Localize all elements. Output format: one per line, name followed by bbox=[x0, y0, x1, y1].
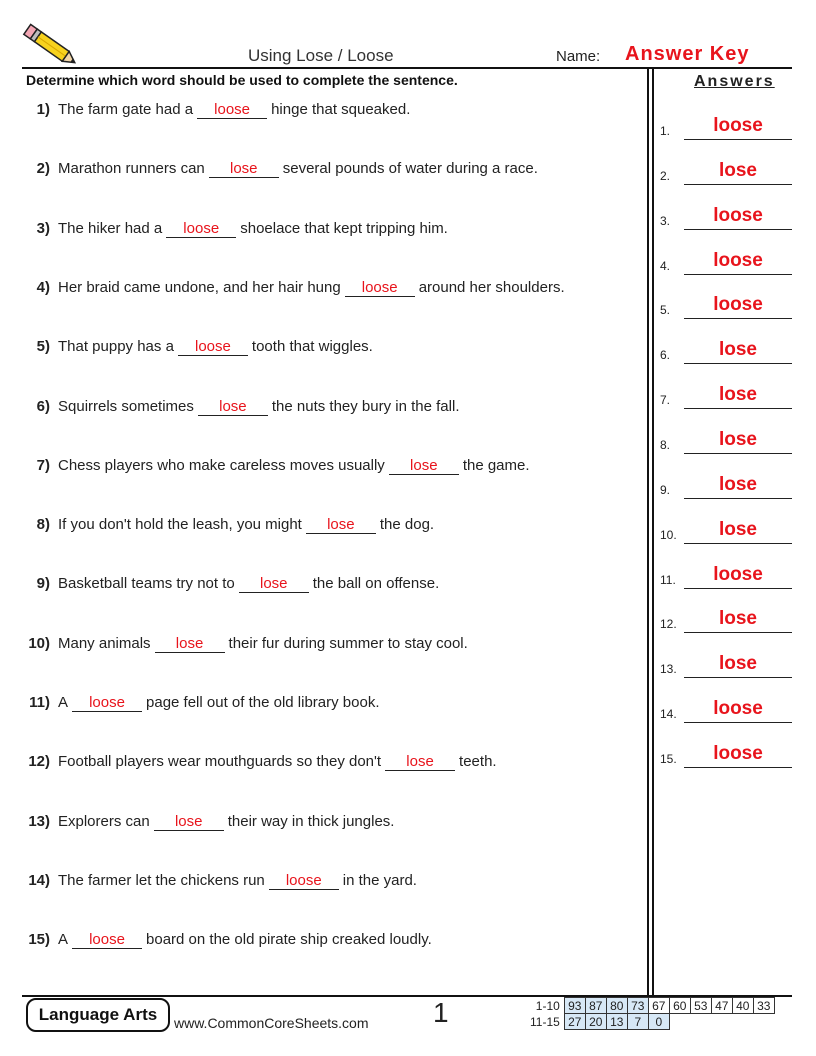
pencil-icon bbox=[20, 22, 82, 70]
score-cell: 73 bbox=[627, 998, 648, 1014]
answer-row bbox=[660, 291, 792, 319]
answer-number: 3. bbox=[660, 213, 671, 228]
question-number: 10) bbox=[28, 634, 50, 652]
question-text-before: The farmer let the chickens run bbox=[58, 871, 265, 889]
question-row bbox=[24, 931, 432, 949]
column-divider bbox=[652, 69, 654, 995]
score-cell: 80 bbox=[606, 998, 627, 1014]
answer-line bbox=[684, 318, 792, 319]
question-row bbox=[24, 516, 434, 534]
answer-blank[interactable]: lose bbox=[155, 636, 225, 653]
question-text-before: A bbox=[58, 694, 69, 711]
answer-value[interactable]: lose bbox=[718, 518, 758, 540]
question-text-after: shoelace that kept tripping him. bbox=[240, 219, 448, 237]
answer-number: 6. bbox=[660, 348, 671, 363]
score-cell: 87 bbox=[585, 998, 606, 1014]
answer-row bbox=[660, 605, 792, 633]
answer-blank[interactable]: lose bbox=[154, 814, 224, 831]
question-number: 9) bbox=[36, 575, 50, 593]
question-number: 6) bbox=[36, 397, 50, 415]
question-text-after: hinge that squeaked. bbox=[271, 101, 411, 118]
question-number: 5) bbox=[36, 338, 50, 356]
answer-blank[interactable]: loose bbox=[178, 339, 248, 356]
answer-row bbox=[660, 516, 792, 544]
answer-blank[interactable]: lose bbox=[198, 399, 268, 416]
answer-line bbox=[684, 184, 792, 185]
score-cell: 20 bbox=[585, 1014, 606, 1030]
answer-number: 13. bbox=[660, 662, 677, 677]
question-number: 13) bbox=[28, 812, 50, 830]
answer-number: 2. bbox=[660, 168, 671, 183]
answer-row bbox=[660, 561, 792, 589]
answer-row bbox=[660, 471, 792, 499]
question-number: 8) bbox=[36, 516, 50, 534]
question-number: 14) bbox=[28, 871, 50, 889]
answer-row bbox=[660, 381, 792, 409]
question-text-after: page fell out of the old library book. bbox=[146, 694, 380, 711]
score-row bbox=[528, 1014, 774, 1030]
question-number: 3) bbox=[36, 219, 50, 237]
answer-row bbox=[660, 650, 792, 678]
header-rule bbox=[22, 67, 792, 69]
answer-blank[interactable]: lose bbox=[385, 754, 455, 771]
answer-blank[interactable]: loose bbox=[269, 873, 339, 890]
question-number: 7) bbox=[36, 456, 50, 474]
answer-line bbox=[684, 139, 792, 140]
score-table bbox=[528, 997, 775, 1030]
question-row bbox=[24, 872, 417, 890]
answer-value[interactable]: lose bbox=[718, 608, 758, 630]
question-row bbox=[24, 398, 460, 416]
answer-blank[interactable]: lose bbox=[389, 458, 459, 475]
answer-blank[interactable]: loose bbox=[72, 932, 142, 949]
question-text-after: their fur during summer to stay cool. bbox=[228, 634, 468, 652]
answer-value[interactable]: loose bbox=[713, 249, 763, 271]
answer-blank[interactable]: lose bbox=[239, 576, 309, 593]
name-label: Name: bbox=[556, 48, 601, 65]
answer-value[interactable]: loose bbox=[713, 115, 763, 136]
answer-row bbox=[660, 740, 792, 768]
answer-line bbox=[684, 677, 792, 678]
answer-value[interactable]: loose bbox=[713, 698, 763, 720]
answer-value[interactable]: loose bbox=[713, 563, 763, 585]
question-text-before: If you don't hold the leash, you might bbox=[58, 516, 302, 534]
answer-line bbox=[684, 229, 792, 230]
answer-number: 14. bbox=[660, 707, 677, 722]
question-text-after: teeth. bbox=[459, 753, 497, 771]
question-text-after: tooth that wiggles. bbox=[251, 338, 373, 356]
score-cell: 53 bbox=[690, 998, 711, 1014]
question-text-after: board on the old pirate ship creaked loudly. bbox=[146, 931, 432, 949]
answer-row bbox=[660, 112, 792, 140]
score-range-label: 11-15 bbox=[530, 1014, 560, 1029]
answer-row bbox=[660, 202, 792, 230]
answers-heading: Answers bbox=[694, 73, 775, 90]
score-cell: 13 bbox=[606, 1014, 627, 1030]
question-text-before: Basketball teams try not to bbox=[58, 575, 235, 593]
question-text-after: their way in thick jungles. bbox=[227, 812, 395, 830]
question-text-after: the game. bbox=[462, 456, 530, 474]
question-row bbox=[24, 338, 373, 356]
question-row bbox=[24, 813, 394, 831]
question-row bbox=[24, 279, 565, 297]
question-text-after: several pounds of water during a race. bbox=[282, 160, 538, 178]
answer-line bbox=[684, 408, 792, 409]
score-cell: 33 bbox=[753, 998, 774, 1014]
question-text-before: Explorers can bbox=[58, 812, 150, 830]
question-number: 1) bbox=[36, 101, 50, 118]
answer-number: 8. bbox=[660, 437, 671, 452]
answer-value[interactable]: lose bbox=[718, 653, 758, 675]
score-cell: 40 bbox=[732, 998, 753, 1014]
answer-line bbox=[684, 722, 792, 723]
answer-number: 15. bbox=[660, 751, 677, 766]
answer-line bbox=[684, 498, 792, 499]
answer-line bbox=[684, 453, 792, 454]
answer-value[interactable]: lose bbox=[718, 339, 758, 361]
worksheet-title: Using Lose / Loose bbox=[248, 46, 394, 65]
answer-line bbox=[684, 767, 792, 768]
question-text-after: the ball on offense. bbox=[312, 575, 440, 593]
answer-line bbox=[684, 632, 792, 633]
brand-badge: Language Arts bbox=[26, 998, 170, 1032]
question-row bbox=[24, 753, 497, 771]
score-cell: 7 bbox=[627, 1014, 648, 1030]
answer-line bbox=[684, 274, 792, 275]
answer-number: 11. bbox=[660, 572, 676, 587]
question-text-before: Marathon runners can bbox=[58, 160, 205, 178]
question-row bbox=[24, 220, 448, 238]
answer-number: 12. bbox=[660, 617, 677, 632]
answer-number: 10. bbox=[660, 527, 677, 542]
question-text-before: Football players wear mouthguards so they don't bbox=[58, 753, 382, 771]
answer-row bbox=[660, 247, 792, 275]
answer-value[interactable]: lose bbox=[718, 159, 758, 181]
score-cell: 93 bbox=[564, 998, 585, 1014]
question-text-after: around her shoulders. bbox=[418, 278, 565, 296]
answer-number: 4. bbox=[660, 258, 671, 273]
question-number: 11) bbox=[29, 694, 50, 711]
score-range-label: 1-10 bbox=[535, 998, 560, 1013]
answer-key-label: Answer Key bbox=[625, 43, 750, 65]
answer-row bbox=[660, 695, 792, 723]
question-row bbox=[24, 457, 530, 475]
answer-value[interactable]: lose bbox=[718, 428, 758, 450]
question-text-before: The hiker had a bbox=[58, 219, 163, 237]
question-row bbox=[24, 575, 439, 593]
answer-blank[interactable]: loose bbox=[72, 695, 142, 712]
answer-value[interactable]: loose bbox=[713, 742, 763, 764]
answer-number: 9. bbox=[660, 482, 671, 497]
question-number: 2) bbox=[36, 160, 50, 178]
answer-row bbox=[660, 426, 792, 454]
question-text-before: Chess players who make careless moves usually bbox=[58, 456, 385, 474]
score-cell: 47 bbox=[711, 998, 732, 1014]
site-url: www.CommonCoreSheets.com bbox=[174, 1015, 369, 1031]
question-row bbox=[24, 101, 410, 119]
answer-row bbox=[660, 157, 792, 185]
page-number: 1 bbox=[433, 997, 449, 1028]
question-text-after: the dog. bbox=[379, 516, 435, 534]
answer-blank[interactable]: loose bbox=[345, 280, 415, 297]
question-number: 12) bbox=[28, 753, 50, 771]
question-text-before: A bbox=[58, 931, 69, 949]
question-number: 4) bbox=[36, 278, 50, 296]
question-text-before: Squirrels sometimes bbox=[58, 397, 194, 415]
question-row bbox=[24, 160, 538, 178]
answer-line bbox=[684, 363, 792, 364]
column-divider bbox=[647, 69, 649, 995]
score-cell: 67 bbox=[648, 998, 669, 1014]
answer-value[interactable]: loose bbox=[713, 294, 763, 316]
answer-value[interactable]: lose bbox=[718, 473, 758, 495]
question-text-before: Her braid came undone, and her hair hung bbox=[58, 278, 341, 296]
score-row bbox=[528, 998, 774, 1014]
answer-blank[interactable]: loose bbox=[197, 102, 267, 119]
question-row bbox=[24, 635, 468, 653]
answer-value[interactable]: lose bbox=[718, 384, 758, 406]
question-text-after: in the yard. bbox=[342, 871, 417, 889]
answer-number: 7. bbox=[660, 393, 671, 408]
answer-number: 5. bbox=[660, 303, 671, 318]
score-cell: 0 bbox=[648, 1014, 669, 1030]
score-cell: 60 bbox=[669, 998, 690, 1014]
question-text-before: The farm gate had a bbox=[58, 101, 194, 118]
answer-row bbox=[660, 336, 792, 364]
question-row bbox=[24, 694, 380, 712]
question-text-before: That puppy has a bbox=[58, 338, 174, 356]
answer-blank[interactable]: lose bbox=[209, 161, 279, 178]
score-cell: 27 bbox=[564, 1014, 585, 1030]
answer-blank[interactable]: loose bbox=[166, 221, 236, 238]
question-text-after: the nuts they bury in the fall. bbox=[271, 397, 460, 415]
instructions: Determine which word should be used to complete the sentence. bbox=[26, 72, 458, 88]
answer-blank[interactable]: lose bbox=[306, 517, 376, 534]
question-text-before: Many animals bbox=[58, 634, 151, 652]
answer-line bbox=[684, 588, 792, 589]
answer-number: 1. bbox=[660, 124, 671, 138]
question-number: 15) bbox=[28, 931, 50, 949]
answer-value[interactable]: loose bbox=[713, 204, 763, 226]
answer-line bbox=[684, 543, 792, 544]
